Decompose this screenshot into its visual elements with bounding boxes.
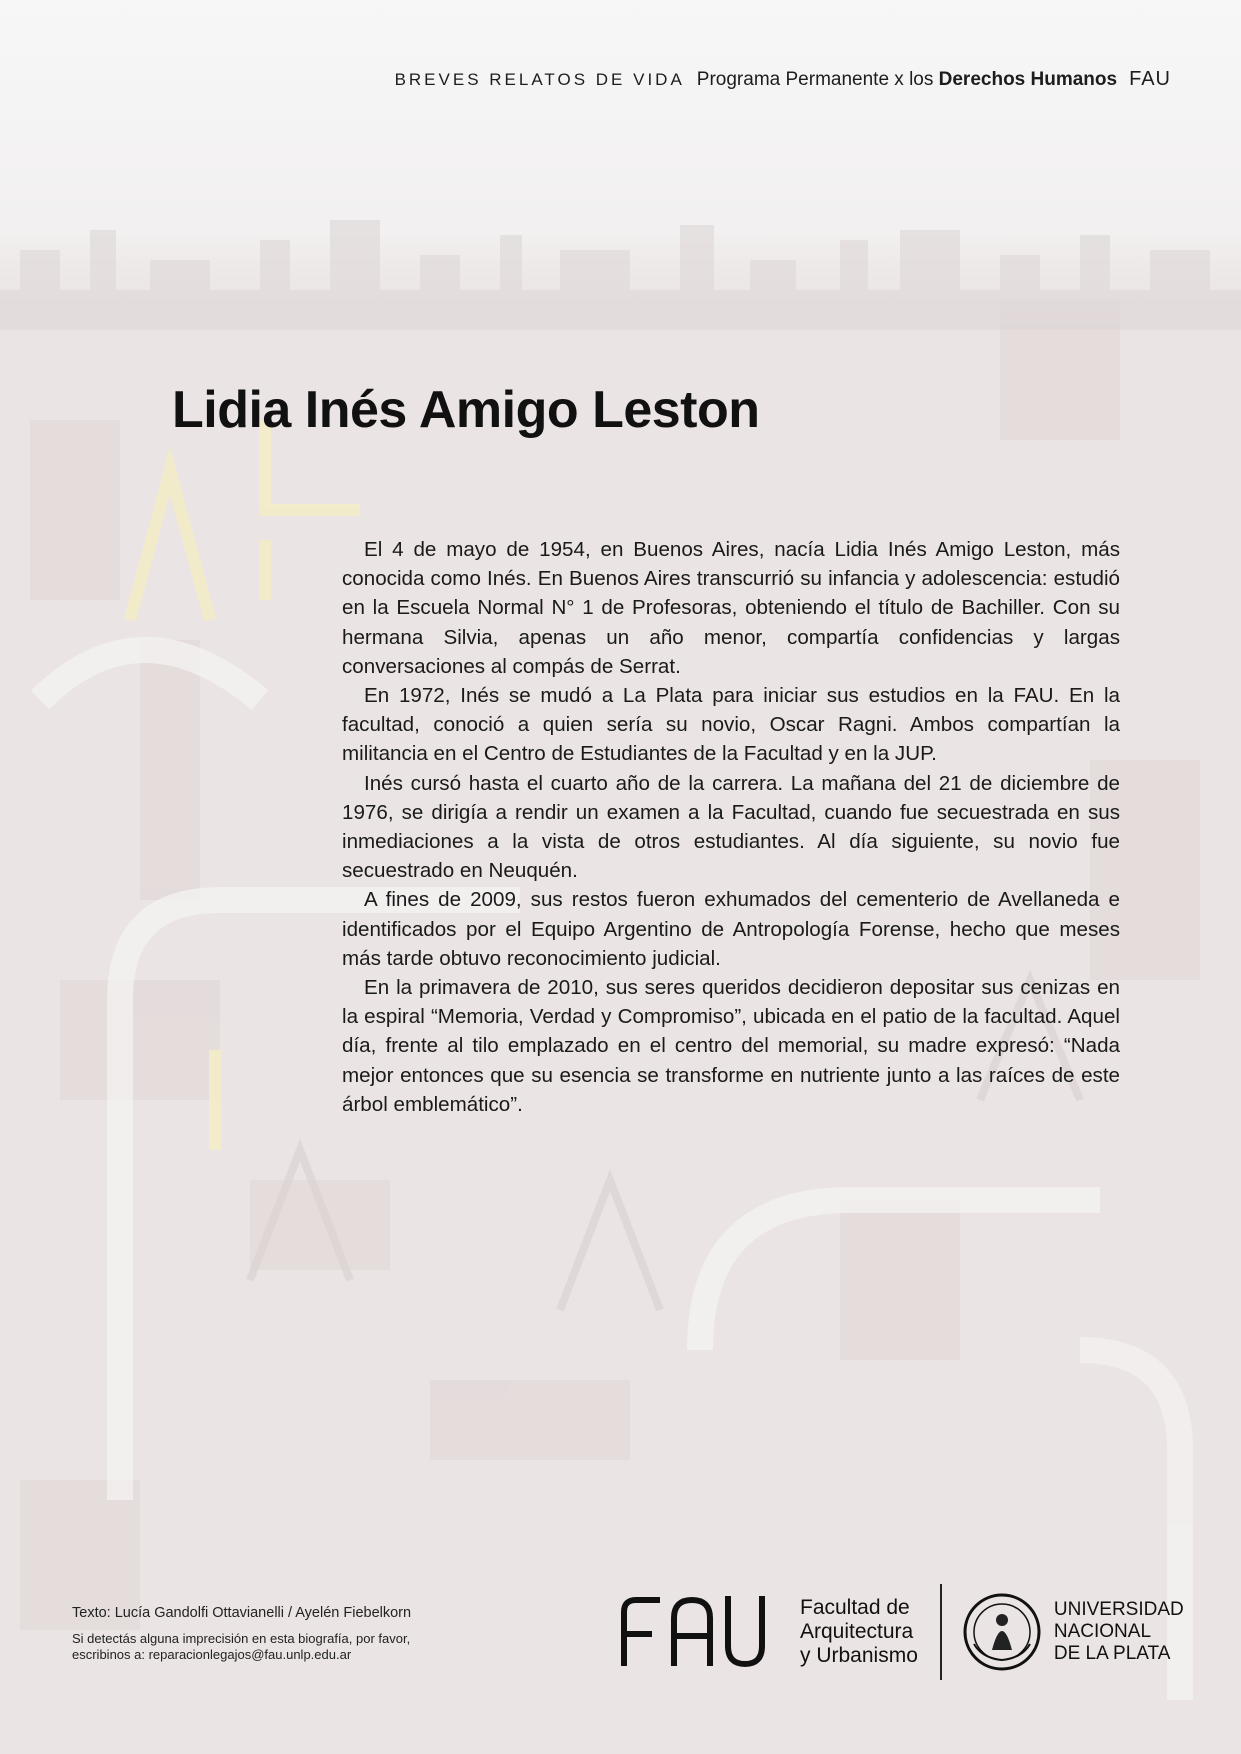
program-bold: Derechos Humanos bbox=[938, 69, 1118, 90]
paragraph: El 4 de mayo de 1954, en Buenos Aires, nacía Lidia Inés Amigo Leston, más conocida como Inés. En Buenos Aires transcurrió su infancia y adolescencia: estudió en la Escuela Normal N° 1 de Profesoras, obteniendo el título de Bachiller. Con su hermana Silvia, apenas un año menor, compartía confidencias y largas conversaciones al compás de Serrat. bbox=[342, 538, 1120, 678]
unlp-name-line: NACIONAL bbox=[1053, 1621, 1152, 1642]
paragraph: En 1972, Inés se mudó a La Plata para iniciar sus estudios en la FAU. En la facultad, conoció a quien sería su novio, Oscar Ragni. Ambos compartían la militancia en el Centro de Estudiantes de la Facultad y en la JUP. bbox=[342, 684, 1120, 766]
paragraph: A fines de 2009, sus restos fueron exhumados del cementerio de Avellaneda e identificados por el Equipo Argentino de Antropología Forense, hecho que meses más tarde obtuvo reconocimiento judicial. bbox=[342, 888, 1120, 970]
correction-note-line: Si detectás alguna imprecisión en esta biografía, por favor, bbox=[72, 1631, 411, 1646]
fau-header-mark: FAU bbox=[1129, 68, 1171, 90]
fau-logo-icon bbox=[620, 1596, 768, 1668]
unlp-name bbox=[1054, 1599, 1184, 1665]
correction-note-line: escribinos a: reparacionlegajos@fau.unlp.edu.ar bbox=[72, 1647, 352, 1662]
author-credit: Texto: Lucía Gandolfi Ottavianelli / Ayelén Fiebelkorn bbox=[72, 1605, 412, 1621]
fau-name-line: y Urbanismo bbox=[800, 1644, 918, 1667]
page-title: Lidia Inés Amigo Leston bbox=[172, 381, 760, 439]
footer-logos bbox=[620, 1582, 1184, 1682]
paragraph: Inés cursó hasta el cuarto año de la carrera. La mañana del 21 de diciembre de 1976, se dirigía a rendir un examen a la Facultad, cuando fue secuestrada en sus inmediaciones a la vista de otros estudiantes. Al día siguiente, su novio fue secuestrado en Neuquén. bbox=[342, 771, 1120, 883]
logo-divider bbox=[940, 1584, 942, 1680]
correction-note bbox=[72, 1631, 492, 1663]
program-title bbox=[697, 69, 1117, 91]
fau-name-line: Facultad de bbox=[800, 1596, 910, 1619]
fau-name-line: Arquitectura bbox=[800, 1620, 914, 1643]
fau-name bbox=[800, 1596, 918, 1668]
program-prefix: Programa Permanente x los bbox=[696, 69, 934, 90]
series-title: BREVES RELATOS DE VIDA bbox=[394, 70, 685, 89]
unlp-name-line: DE LA PLATA bbox=[1053, 1643, 1171, 1664]
unlp-name-line: UNIVERSIDAD bbox=[1053, 1599, 1184, 1620]
biography-text bbox=[342, 535, 1120, 1119]
paragraph: En la primavera de 2010, sus seres queridos decidieron depositar sus cenizas en la espiral “Memoria, Verdad y Compromiso”, ubicada en el patio de la facultad. Aquel día, frente al tilo emplazado en el centro del memorial, su madre expresó: “Nada mejor entonces que su esencia se transforme en nutriente junto a las raíces de este árbol emblemático”. bbox=[342, 976, 1120, 1116]
unlp-seal-icon bbox=[962, 1592, 1042, 1672]
page-header bbox=[395, 68, 1171, 100]
credits bbox=[72, 1605, 492, 1663]
fau-logo-text: FAU bbox=[620, 1596, 622, 1597]
